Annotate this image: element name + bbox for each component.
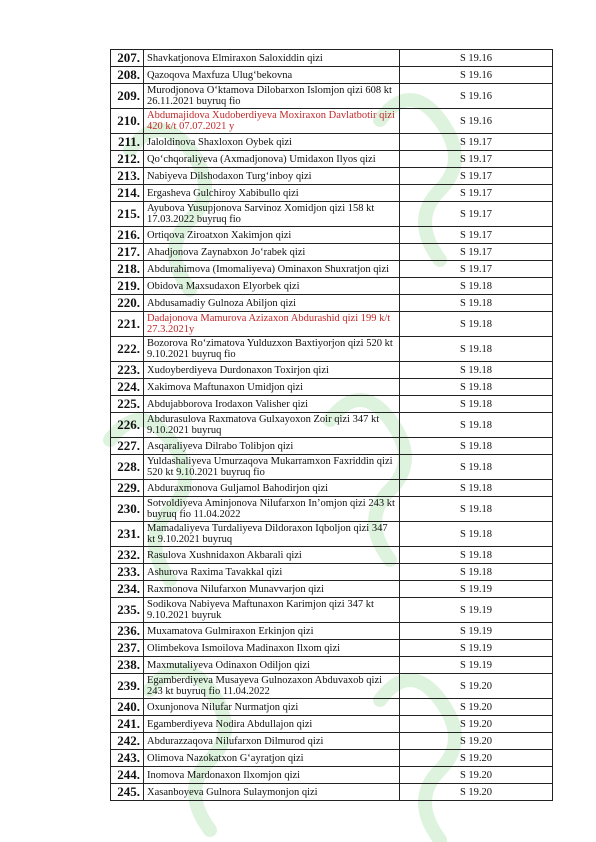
group-code: S 19.19 xyxy=(400,657,553,674)
row-number: 220. xyxy=(111,295,144,312)
student-name: Xakimova Maftunaxon Umidjon qizi xyxy=(144,379,400,396)
row-number: 225. xyxy=(111,396,144,413)
group-code: S 19.18 xyxy=(400,413,553,438)
row-number: 216. xyxy=(111,227,144,244)
student-name: Abdurahimova (Imomaliyeva) Ominaxon Shuxratjon qizi xyxy=(144,261,400,278)
group-code: S 19.17 xyxy=(400,134,553,151)
row-number: 234. xyxy=(111,581,144,598)
student-name: Ayubova Yusupjonova Sarvinoz Xomidjon qizi 158 kt 17.03.2022 buyruq fio xyxy=(144,202,400,227)
group-code: S 19.18 xyxy=(400,438,553,455)
table-row xyxy=(111,623,553,640)
student-name: Inomova Mardonaxon Ilxomjon qizi xyxy=(144,767,400,784)
table-row xyxy=(111,337,553,362)
student-name: Olimbekova Ismoilova Madinaxon Ilxom qizi xyxy=(144,640,400,657)
group-code: S 19.17 xyxy=(400,244,553,261)
student-name: Egamberdiyeva Nodira Abdullajon qizi xyxy=(144,716,400,733)
group-code: S 19.20 xyxy=(400,699,553,716)
table-row xyxy=(111,455,553,480)
student-name: Dadajonova Mamurova Azizaxon Abdurashid qizi 199 k/t 27.3.2021y xyxy=(144,312,400,337)
student-name: Abdurasulova Raxmatova Gulxayoxon Zoir qizi 347 kt 9.10.2021 buyruq xyxy=(144,413,400,438)
row-number: 241. xyxy=(111,716,144,733)
table-row xyxy=(111,413,553,438)
student-name: Maxmutaliyeva Odinaxon Odiljon qizi xyxy=(144,657,400,674)
row-number: 245. xyxy=(111,784,144,801)
row-number: 212. xyxy=(111,151,144,168)
student-name: Oxunjonova Nilufar Nurmatjon qizi xyxy=(144,699,400,716)
group-code: S 19.17 xyxy=(400,202,553,227)
group-code: S 19.18 xyxy=(400,379,553,396)
student-name: Nabiyeva Dilshodaxon Turg‘inboy qizi xyxy=(144,168,400,185)
table-row xyxy=(111,109,553,134)
student-name: Qo‘chqoraliyeva (Axmadjonova) Umidaxon Ilyos qizi xyxy=(144,151,400,168)
row-number: 226. xyxy=(111,413,144,438)
row-number: 238. xyxy=(111,657,144,674)
table-row xyxy=(111,640,553,657)
group-code: S 19.17 xyxy=(400,151,553,168)
row-number: 222. xyxy=(111,337,144,362)
group-code: S 19.17 xyxy=(400,185,553,202)
table-row xyxy=(111,227,553,244)
table-row xyxy=(111,699,553,716)
table-row xyxy=(111,362,553,379)
student-name: Mamadaliyeva Turdaliyeva Dildoraxon Iqboljon qizi 347 kt 9.10.2021 buyruq xyxy=(144,522,400,547)
student-name: Ergasheva Gulchiroy Xabibullo qizi xyxy=(144,185,400,202)
group-code: S 19.17 xyxy=(400,227,553,244)
table-row xyxy=(111,312,553,337)
group-code: S 19.16 xyxy=(400,50,553,67)
group-code: S 19.17 xyxy=(400,261,553,278)
student-name: Ahadjonova Zaynabxon Jo‘rabek qizi xyxy=(144,244,400,261)
student-name: Xudoyberdiyeva Durdonaxon Toxirjon qizi xyxy=(144,362,400,379)
table-row xyxy=(111,480,553,497)
row-number: 215. xyxy=(111,202,144,227)
student-name: Olimova Nazokatxon G‘ayratjon qizi xyxy=(144,750,400,767)
table-row xyxy=(111,379,553,396)
group-code: S 19.18 xyxy=(400,278,553,295)
row-number: 242. xyxy=(111,733,144,750)
group-code: S 19.18 xyxy=(400,480,553,497)
student-name: Rasulova Xushnidaxon Akbarali qizi xyxy=(144,547,400,564)
row-number: 232. xyxy=(111,547,144,564)
table-row xyxy=(111,674,553,699)
row-number: 237. xyxy=(111,640,144,657)
row-number: 230. xyxy=(111,497,144,522)
row-number: 229. xyxy=(111,480,144,497)
row-number: 210. xyxy=(111,109,144,134)
table-row xyxy=(111,438,553,455)
group-code: S 19.20 xyxy=(400,750,553,767)
table-row xyxy=(111,244,553,261)
table-row xyxy=(111,657,553,674)
table-row xyxy=(111,295,553,312)
group-code: S 19.18 xyxy=(400,547,553,564)
student-name: Abdusamadiy Gulnoza Abiljon qizi xyxy=(144,295,400,312)
student-name: Ortiqova Ziroatxon Xakimjon qizi xyxy=(144,227,400,244)
student-name: Shavkatjonova Elmiraxon Saloxiddin qizi xyxy=(144,50,400,67)
group-code: S 19.20 xyxy=(400,767,553,784)
row-number: 214. xyxy=(111,185,144,202)
group-code: S 19.18 xyxy=(400,312,553,337)
group-code: S 19.18 xyxy=(400,564,553,581)
student-name: Ashurova Raxima Tavakkal qizi xyxy=(144,564,400,581)
group-code: S 19.18 xyxy=(400,362,553,379)
row-number: 239. xyxy=(111,674,144,699)
student-name: Bozorova Ro‘zimatova Yulduzxon Baxtiyorjon qizi 520 kt 9.10.2021 buyruq fio xyxy=(144,337,400,362)
table-row xyxy=(111,278,553,295)
table-row xyxy=(111,733,553,750)
group-code: S 19.16 xyxy=(400,109,553,134)
group-code: S 19.18 xyxy=(400,295,553,312)
table-row xyxy=(111,202,553,227)
student-name: Xasanboyeva Gulnora Sulaymonjon qizi xyxy=(144,784,400,801)
group-code: S 19.19 xyxy=(400,623,553,640)
table-row xyxy=(111,564,553,581)
group-code: S 19.17 xyxy=(400,168,553,185)
student-name: Sotvoldiyeva Aminjonova Nilufarxon In’omjon qizi 243 kt buyruq fio 11.04.2022 xyxy=(144,497,400,522)
table-row xyxy=(111,522,553,547)
student-name: Murodjonova O‘ktamova Dilobarxon Islomjon qizi 608 kt 26.11.2021 buyruq fio xyxy=(144,84,400,109)
row-number: 244. xyxy=(111,767,144,784)
student-name: Raxmonova Nilufarxon Munavvarjon qizi xyxy=(144,581,400,598)
row-number: 240. xyxy=(111,699,144,716)
group-code: S 19.20 xyxy=(400,674,553,699)
row-number: 228. xyxy=(111,455,144,480)
row-number: 207. xyxy=(111,50,144,67)
table-row xyxy=(111,581,553,598)
row-number: 235. xyxy=(111,598,144,623)
student-name: Muxamatova Gulmiraxon Erkinjon qizi xyxy=(144,623,400,640)
group-code: S 19.16 xyxy=(400,84,553,109)
table-row xyxy=(111,547,553,564)
table-row xyxy=(111,598,553,623)
table-row xyxy=(111,784,553,801)
row-number: 217. xyxy=(111,244,144,261)
row-number: 224. xyxy=(111,379,144,396)
group-code: S 19.18 xyxy=(400,455,553,480)
student-name: Abduraxmonova Guljamol Bahodirjon qizi xyxy=(144,480,400,497)
row-number: 218. xyxy=(111,261,144,278)
table-row xyxy=(111,185,553,202)
row-number: 208. xyxy=(111,67,144,84)
student-name: Abdurazzaqova Nilufarxon Dilmurod qizi xyxy=(144,733,400,750)
table-row xyxy=(111,261,553,278)
group-code: S 19.20 xyxy=(400,784,553,801)
table-row xyxy=(111,168,553,185)
row-number: 243. xyxy=(111,750,144,767)
row-number: 227. xyxy=(111,438,144,455)
row-number: 213. xyxy=(111,168,144,185)
row-number: 209. xyxy=(111,84,144,109)
group-code: S 19.18 xyxy=(400,497,553,522)
group-code: S 19.18 xyxy=(400,337,553,362)
student-name: Egamberdiyeva Musayeva Gulnozaxon Abduvaxob qizi 243 kt buyruq fio 11.04.2022 xyxy=(144,674,400,699)
student-name: Obidova Maxsudaxon Elyorbek qizi xyxy=(144,278,400,295)
group-code: S 19.19 xyxy=(400,598,553,623)
group-code: S 19.19 xyxy=(400,581,553,598)
row-number: 219. xyxy=(111,278,144,295)
table-row xyxy=(111,50,553,67)
table-row xyxy=(111,497,553,522)
row-number: 223. xyxy=(111,362,144,379)
group-code: S 19.19 xyxy=(400,640,553,657)
table-row xyxy=(111,134,553,151)
row-number: 233. xyxy=(111,564,144,581)
group-code: S 19.18 xyxy=(400,396,553,413)
roster-body xyxy=(111,50,553,801)
student-name: Sodikova Nabiyeva Maftunaxon Karimjon qizi 347 kt 9.10.2021 buyruk xyxy=(144,598,400,623)
table-row xyxy=(111,396,553,413)
student-name: Abdumajidova Xudoberdiyeva Moxiraxon Davlatbotir qizi 420 k/t 07.07.2021 y xyxy=(144,109,400,134)
student-name: Asqaraliyeva Dilrabo Tolibjon qizi xyxy=(144,438,400,455)
row-number: 236. xyxy=(111,623,144,640)
group-code: S 19.16 xyxy=(400,67,553,84)
student-name: Jaloldinova Shaxloxon Oybek qizi xyxy=(144,134,400,151)
group-code: S 19.20 xyxy=(400,716,553,733)
table-row xyxy=(111,84,553,109)
group-code: S 19.18 xyxy=(400,522,553,547)
table-row xyxy=(111,750,553,767)
row-number: 221. xyxy=(111,312,144,337)
row-number: 231. xyxy=(111,522,144,547)
student-name: Yuldashaliyeva Umurzaqova Mukarramxon Faxriddin qizi 520 kt 9.10.2021 buyruq fio xyxy=(144,455,400,480)
group-code: S 19.20 xyxy=(400,733,553,750)
table-row xyxy=(111,151,553,168)
roster-table xyxy=(110,49,553,801)
table-row xyxy=(111,767,553,784)
table-row xyxy=(111,67,553,84)
row-number: 211. xyxy=(111,134,144,151)
table-row xyxy=(111,716,553,733)
student-name: Qazoqova Maxfuza Ulug‘bekovna xyxy=(144,67,400,84)
student-name: Abdujabborova Irodaxon Valisher qizi xyxy=(144,396,400,413)
